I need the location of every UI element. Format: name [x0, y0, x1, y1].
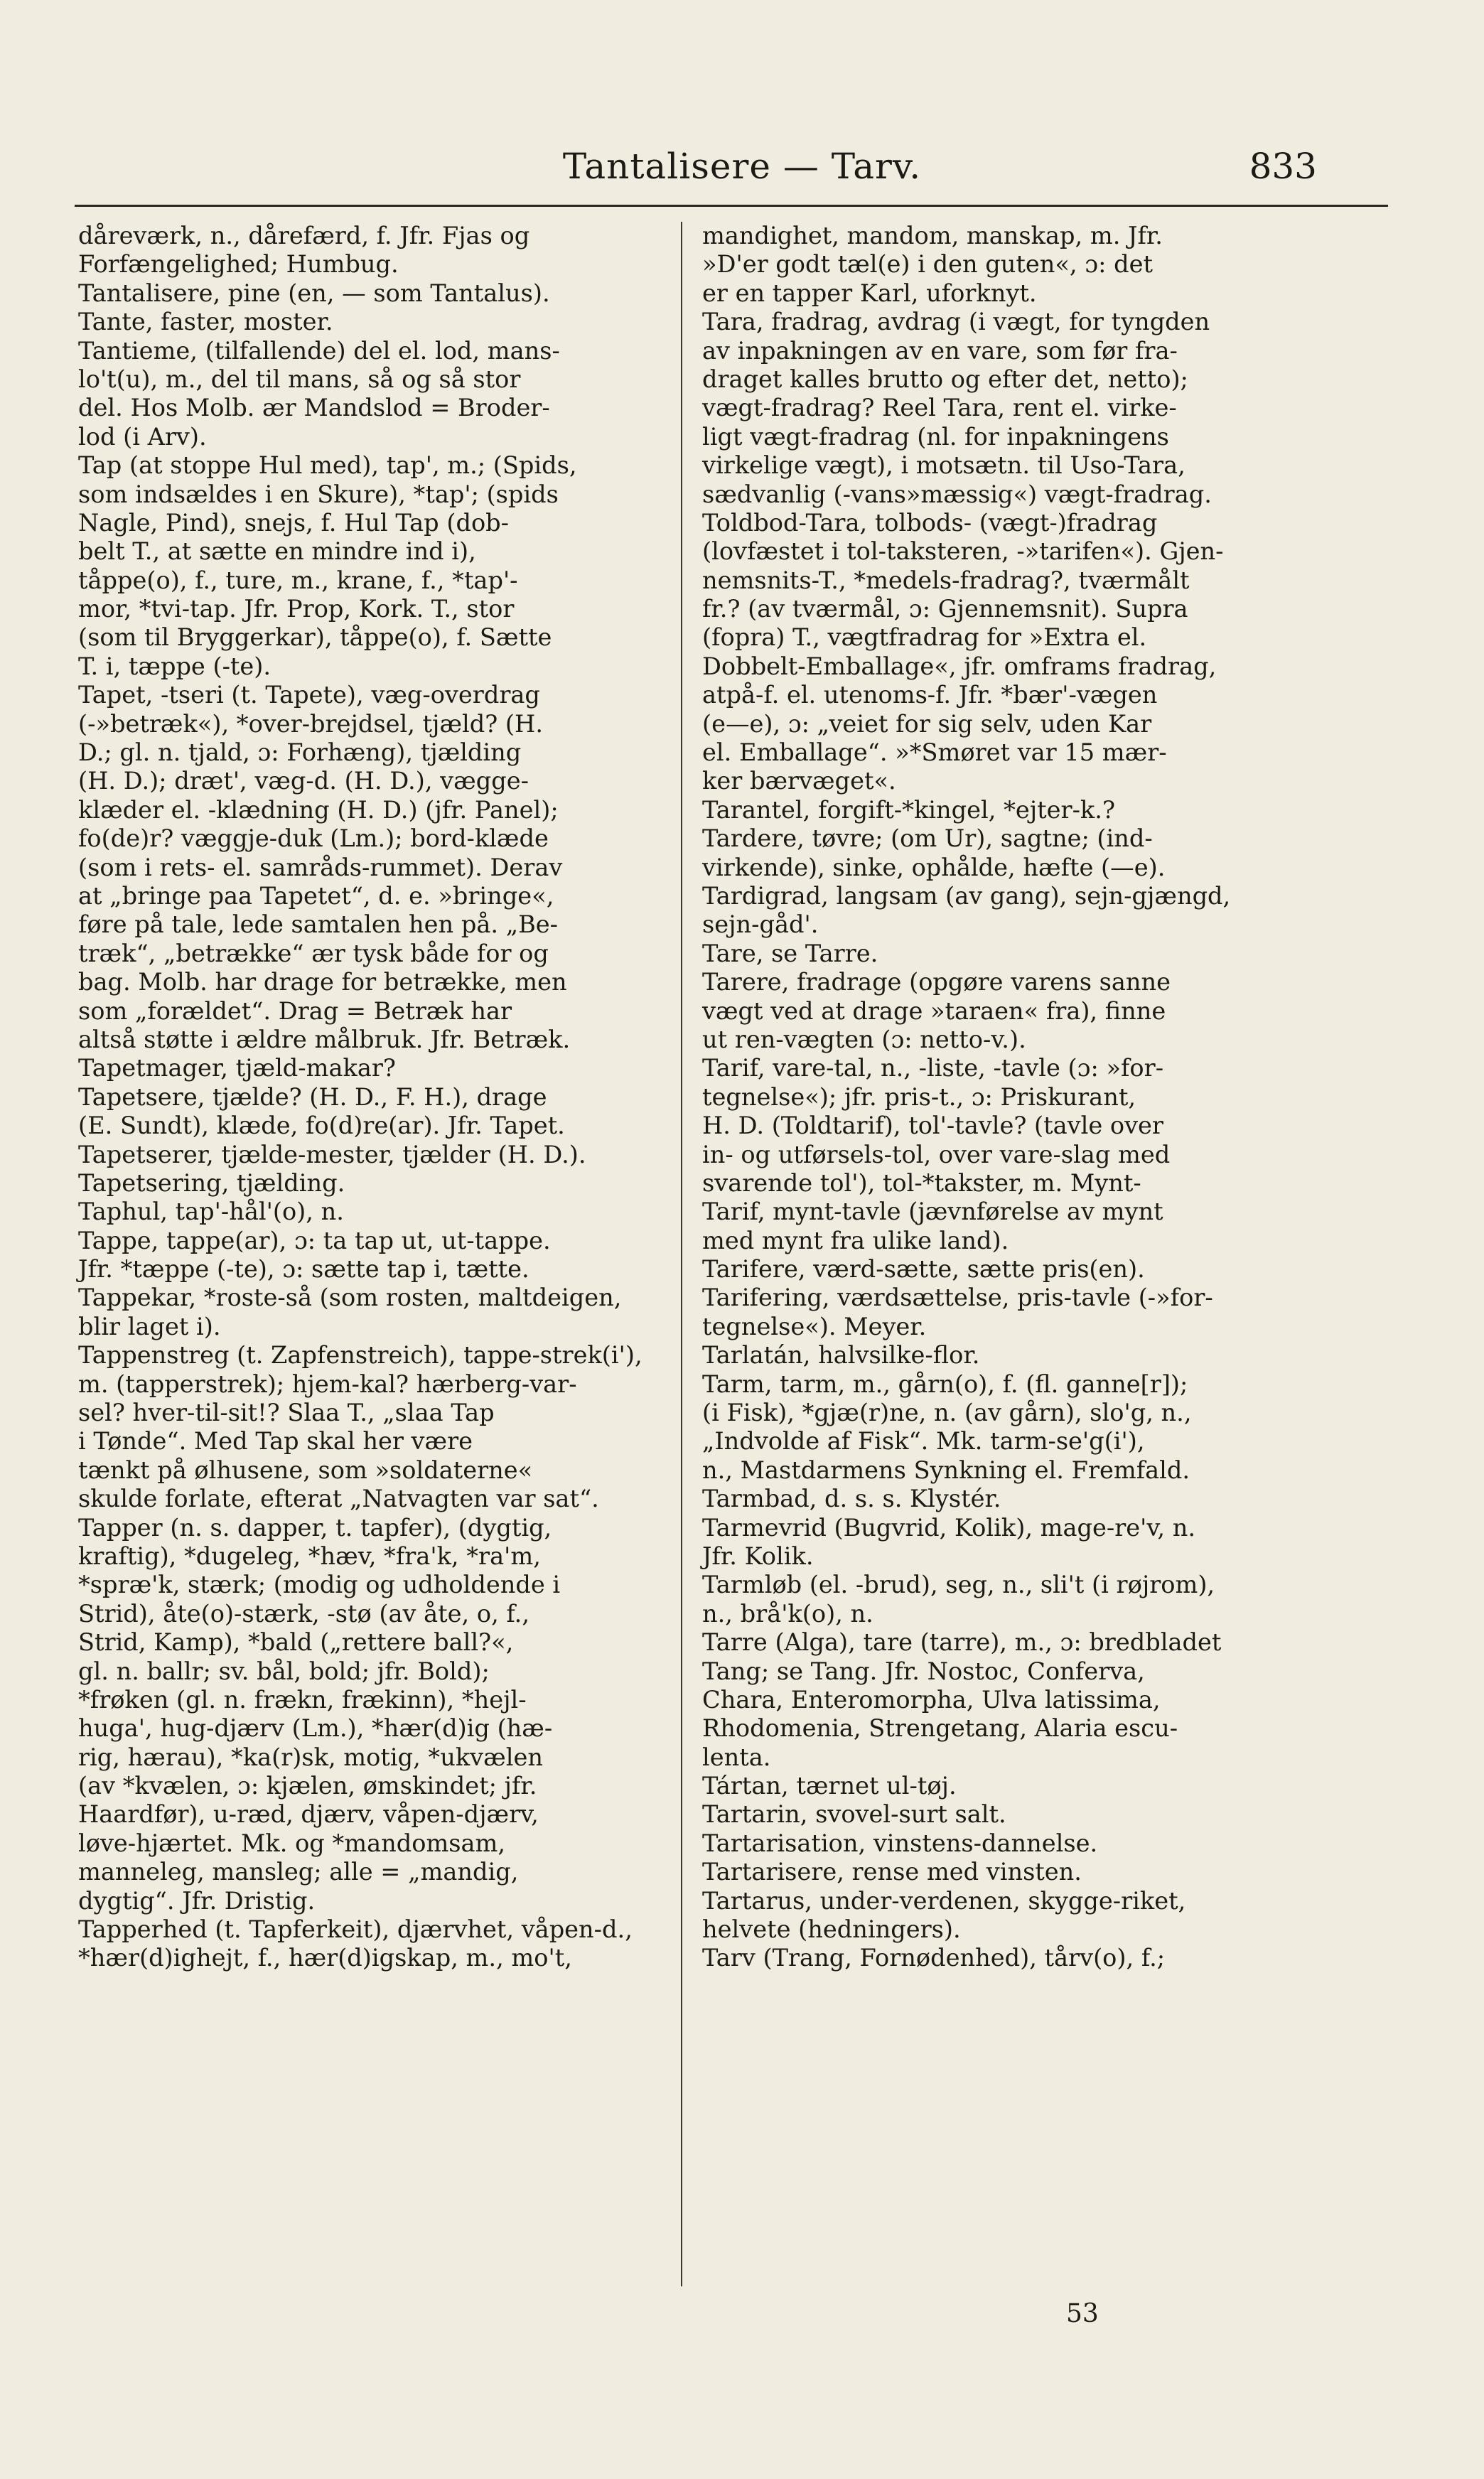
text-line: Tappe, tappe(ar), ɔ: ta tap ut, ut-tappe.	[78, 1226, 551, 1254]
text-line: Forfængelighed; Humbug.	[78, 250, 399, 279]
text-line: sel? hver-til-sit!? Slaa T., „slaa Tap	[78, 1399, 495, 1427]
text-line: Jfr. Kolik.	[702, 1542, 814, 1570]
text-line: Tantalisere, pine (en, — som Tantalus).	[78, 279, 550, 307]
text-line: sædvanlig (-vans»mæssig«) vægt-fradrag.	[702, 480, 1212, 508]
text-line: (-»betræk«), *over-brejdsel, tjæld? (H.	[78, 709, 543, 738]
text-line: mor, *tvi-tap. Jfr. Prop, Kork. T., stor	[78, 595, 515, 623]
text-line: Tarmbad, d. s. s. Klystér.	[702, 1485, 1001, 1513]
text-line: in- og utførsels-tol, over vare-slag med	[702, 1140, 1171, 1168]
text-line: *spræ'k, stærk; (modig og udholdende i	[78, 1571, 561, 1599]
text-line: „Indvolde af Fisk“. Mk. tarm-se'g(i'),	[702, 1427, 1145, 1456]
text-line: (e—e), ɔ: „veiet for sig selv, uden Kar	[702, 709, 1152, 738]
text-line: lo't(u), m., del til mans, så og så stor	[78, 365, 521, 393]
text-line: Tártan, tærnet ul-tøj.	[702, 1772, 957, 1800]
text-line: som „forældet“. Drag = Betræk har	[78, 996, 512, 1025]
text-line: blir laget i).	[78, 1312, 221, 1340]
text-line: tegnelse«); jfr. pris-t., ɔ: Priskurant,	[702, 1082, 1136, 1111]
text-line: *hær(d)ighejt, f., hær(d)igskap, m., mo't,	[78, 1944, 572, 1972]
text-line: tegnelse«). Meyer.	[702, 1312, 927, 1340]
text-line: Tarm, tarm, m., gårn(o), f. (fl. ganne[r]);	[702, 1370, 1188, 1398]
text-line: Tarifere, værd-sætte, sætte pris(en).	[702, 1255, 1145, 1284]
text-line: Tare, se Tarre.	[702, 939, 878, 967]
text-line: fo(de)r? væggje-duk (Lm.); bord-klæde	[78, 824, 549, 853]
text-line: Tardigrad, langsam (av gang), sejn-gjængd,	[702, 881, 1231, 910]
page-number: 833	[1249, 146, 1317, 187]
text-line: D.; gl. n. tjald, ɔ: Forhæng), tjælding	[78, 738, 522, 767]
text-line: mandighet, mandom, manskap, m. Jfr.	[702, 222, 1163, 249]
text-line: Tartarisere, rense med vinsten.	[702, 1858, 1082, 1886]
text-line: Nagle, Pind), snejs, f. Hul Tap (dob-	[78, 508, 509, 537]
text-line: n., brå'k(o), n.	[702, 1599, 873, 1628]
text-line: manneleg, mansleg; alle = „mandig,	[78, 1858, 519, 1886]
right-column	[702, 222, 1303, 1973]
text-line: klæder el. -klædning (H. D.) (jfr. Panel);	[78, 795, 559, 824]
text-line: Tantieme, (tilfallende) del el. lod, mans-	[78, 336, 560, 365]
text-line: Tartarus, under-verdenen, skygge-riket,	[702, 1886, 1186, 1915]
text-line: skulde forlate, efterat „Natvagten var sat“.	[78, 1485, 599, 1513]
text-line: vægt ved at drage »taraen« fra), finne	[702, 996, 1166, 1025]
text-line: Tartarisation, vinstens-dannelse.	[702, 1829, 1098, 1857]
text-line: Tarlatán, halvsilke-flor.	[702, 1341, 980, 1370]
text-line: tåppe(o), f., ture, m., krane, f., *tap'-	[78, 566, 518, 594]
text-line: del. Hos Molb. ær Mandslod = Broder-	[78, 394, 550, 422]
text-line: belt T., at sætte en mindre ind i),	[78, 537, 476, 566]
text-line: T. i, tæppe (-te).	[78, 652, 271, 680]
text-line: Chara, Enteromorpha, Ulva latissima,	[702, 1685, 1161, 1714]
text-line: Tarmevrid (Bugvrid, Kolik), mage-re'v, n.	[702, 1513, 1196, 1542]
text-line: Tarifering, værdsættelse, pris-tavle (-»for-	[702, 1284, 1213, 1312]
running-head	[0, 146, 1484, 195]
text-line: er en tapper Karl, uforknyt.	[702, 279, 1037, 307]
text-line: Tarv (Trang, Fornødenhed), tårv(o), f.;	[702, 1944, 1166, 1972]
text-line: Tapetsere, tjælde? (H. D., F. H.), drage	[78, 1082, 547, 1111]
text-line: Tapper (n. s. dapper, t. tapfer), (dygtig,	[78, 1513, 552, 1542]
text-line: lenta.	[702, 1743, 771, 1771]
text-line: Tappenstreg (t. Zapfenstreich), tappe-strek(i'),	[78, 1341, 642, 1370]
text-line: n., Mastdarmens Synkning el. Fremfald.	[702, 1456, 1190, 1484]
text-line: huga', hug-djærv (Lm.), *hær(d)ig (hæ-	[78, 1714, 553, 1743]
text-line: (som i rets- el. samråds-rummet). Derav	[78, 853, 563, 881]
text-line: draget kalles brutto og efter det, netto);	[702, 365, 1188, 393]
text-line: dygtig“. Jfr. Dristig.	[78, 1886, 316, 1915]
text-line: træk“, „betrække“ ær tysk både for og	[78, 939, 549, 967]
text-line: Tartarin, svovel-surt salt.	[702, 1800, 1006, 1829]
header-rule	[75, 205, 1388, 207]
text-line: Tarre (Alga), tare (tarre), m., ɔ: bredbladet	[702, 1628, 1222, 1657]
text-line: virkelige vægt), i motsætn. til Uso-Tara,	[702, 451, 1185, 480]
text-line: svarende tol'), tol-*takster, m. Mynt-	[702, 1168, 1141, 1197]
column-divider	[681, 222, 682, 2286]
text-line: dåreværk, n., dårefærd, f. Jfr. Fjas og	[78, 222, 530, 249]
text-line: m. (tapperstrek); hjem-kal? hærberg-var-	[78, 1370, 577, 1398]
text-line: Tapet, -tseri (t. Tapete), væg-overdrag	[78, 681, 540, 709]
left-column	[78, 222, 668, 1973]
text-line: (H. D.); dræt', væg-d. (H. D.), vægge-	[78, 767, 529, 795]
text-line: Tarif, mynt-tavle (jævnførelse av mynt	[702, 1198, 1163, 1226]
text-line: sejn-gåd'.	[702, 910, 819, 939]
text-line: av inpakningen av en vare, som før fra-	[702, 336, 1178, 365]
text-line: altså støtte i ældre målbruk. Jfr. Betræk.	[78, 1025, 571, 1053]
text-line: tænkt på ølhusene, som »soldaterne«	[78, 1456, 533, 1484]
text-line: Tang; se Tang. Jfr. Nostoc, Conferva,	[702, 1657, 1145, 1685]
text-line: Tarmløb (el. -brud), seg, n., sli't (i røjrom),	[702, 1571, 1215, 1599]
text-line: Strid), åte(o)-stærk, -stø (av åte, o, f.,	[78, 1599, 530, 1628]
text-line: at „bringe paa Tapetet“, d. e. »bringe«,	[78, 881, 554, 910]
text-line: føre på tale, lede samtalen hen på. „Be-	[78, 910, 559, 939]
text-line: (fopra) T., vægtfradrag for »Extra el.	[702, 623, 1147, 652]
text-line: ker bærvæget«.	[702, 767, 896, 795]
text-line: Tante, faster, moster.	[78, 308, 333, 336]
text-line: Tapetmager, tjæld-makar?	[78, 1054, 396, 1082]
text-line: Tarif, vare-tal, n., -liste, -tavle (ɔ: »for-	[702, 1054, 1164, 1082]
text-line: med mynt fra ulike land).	[702, 1226, 1009, 1254]
text-line: Rhodomenia, Strengetang, Alaria escu-	[702, 1714, 1178, 1743]
text-line: fr.? (av tværmål, ɔ: Gjennemsnit). Supra	[702, 595, 1188, 623]
text-line: (lovfæstet i tol-taksteren, -»tarifen«). Gjen-	[702, 537, 1224, 566]
text-line: H. D. (Toldtarif), tol'-tavle? (tavle over	[702, 1112, 1163, 1140]
text-line: virkende), sinke, ophålde, hæfte (—e).	[702, 853, 1166, 881]
text-line: Strid, Kamp), *bald („rettere ball?«,	[78, 1628, 514, 1657]
text-line: (av *kvælen, ɔ: kjælen, ømskindet; jfr.	[78, 1772, 537, 1800]
text-line: i Tønde“. Med Tap skal her være	[78, 1427, 473, 1456]
text-line: løve-hjærtet. Mk. og *mandomsam,	[78, 1829, 506, 1857]
text-line: gl. n. ballr; sv. bål, bold; jfr. Bold);	[78, 1657, 490, 1685]
text-line: Tapetsering, tjælding.	[78, 1168, 345, 1197]
text-line: lod (i Arv).	[78, 422, 207, 451]
text-line: Taphul, tap'-hål'(o), n.	[78, 1198, 344, 1226]
text-line: *frøken (gl. n. frækn, frækinn), *hejl-	[78, 1685, 527, 1714]
text-line: Tapetserer, tjælde-mester, tjælder (H. D.).	[78, 1140, 586, 1168]
text-line: el. Emballage“. »*Smøret var 15 mær-	[702, 738, 1167, 767]
text-line: bag. Molb. har drage for betrække, men	[78, 968, 567, 996]
text-line: Tap (at stoppe Hul med), tap', m.; (Spids,	[78, 451, 577, 480]
text-line: nemsnits-T., *medels-fradrag?, tværmålt	[702, 566, 1190, 594]
text-line: atpå-f. el. utenoms-f. Jfr. *bær'-vægen	[702, 681, 1158, 709]
text-line: (E. Sundt), klæde, fo(d)re(ar). Jfr. Tapet.	[78, 1112, 565, 1140]
text-line: Tappekar, *roste-så (som rosten, maltdeigen,	[78, 1284, 622, 1312]
text-line: kraftig), *dugeleg, *hæv, *fra'k, *ra'm,	[78, 1542, 541, 1570]
text-line: vægt-fradrag? Reel Tara, rent el. virke-	[702, 394, 1177, 422]
text-line: som indsældes i en Skure), *tap'; (spids	[78, 480, 559, 508]
text-line: Dobbelt-Emballage«, jfr. omframs fradrag,	[702, 652, 1217, 680]
page-title: Tantalisere — Tarv.	[562, 146, 922, 187]
text-line: Tara, fradrag, avdrag (i vægt, for tyngden	[702, 308, 1210, 336]
text-line: ut ren-vægten (ɔ: netto-v.).	[702, 1025, 1026, 1053]
text-line: (i Fisk), *gjæ(r)ne, n. (av gårn), slo'g, n.,	[702, 1399, 1192, 1427]
text-line: Tarantel, forgift-*kingel, *ejter-k.?	[702, 795, 1115, 824]
text-line: Haardfør), u-ræd, djærv, våpen-djærv,	[78, 1800, 539, 1829]
text-line: (som til Bryggerkar), tåppe(o), f. Sætte	[78, 623, 552, 652]
text-line: Jfr. *tæppe (-te), ɔ: sætte tap i, tætte.	[78, 1255, 529, 1284]
text-line: Tapperhed (t. Tapferkeit), djærvhet, våpen-d.,	[78, 1915, 633, 1944]
text-line: »D'er godt tæl(e) i den guten«, ɔ: det	[702, 250, 1153, 279]
text-line: ligt vægt-fradrag (nl. for inpakningens	[702, 422, 1169, 451]
text-line: Tardere, tøvre; (om Ur), sagtne; (ind-	[702, 824, 1153, 853]
text-line: rig, hærau), *ka(r)sk, motig, *ukvælen	[78, 1743, 543, 1771]
text-line: Tarere, fradrage (opgøre varens sanne	[702, 968, 1171, 996]
text-line: helvete (hedningers).	[702, 1915, 961, 1944]
signature-mark: 53	[1066, 2299, 1099, 2328]
text-line: Toldbod-Tara, tolbods- (vægt-)fradrag	[702, 508, 1158, 537]
